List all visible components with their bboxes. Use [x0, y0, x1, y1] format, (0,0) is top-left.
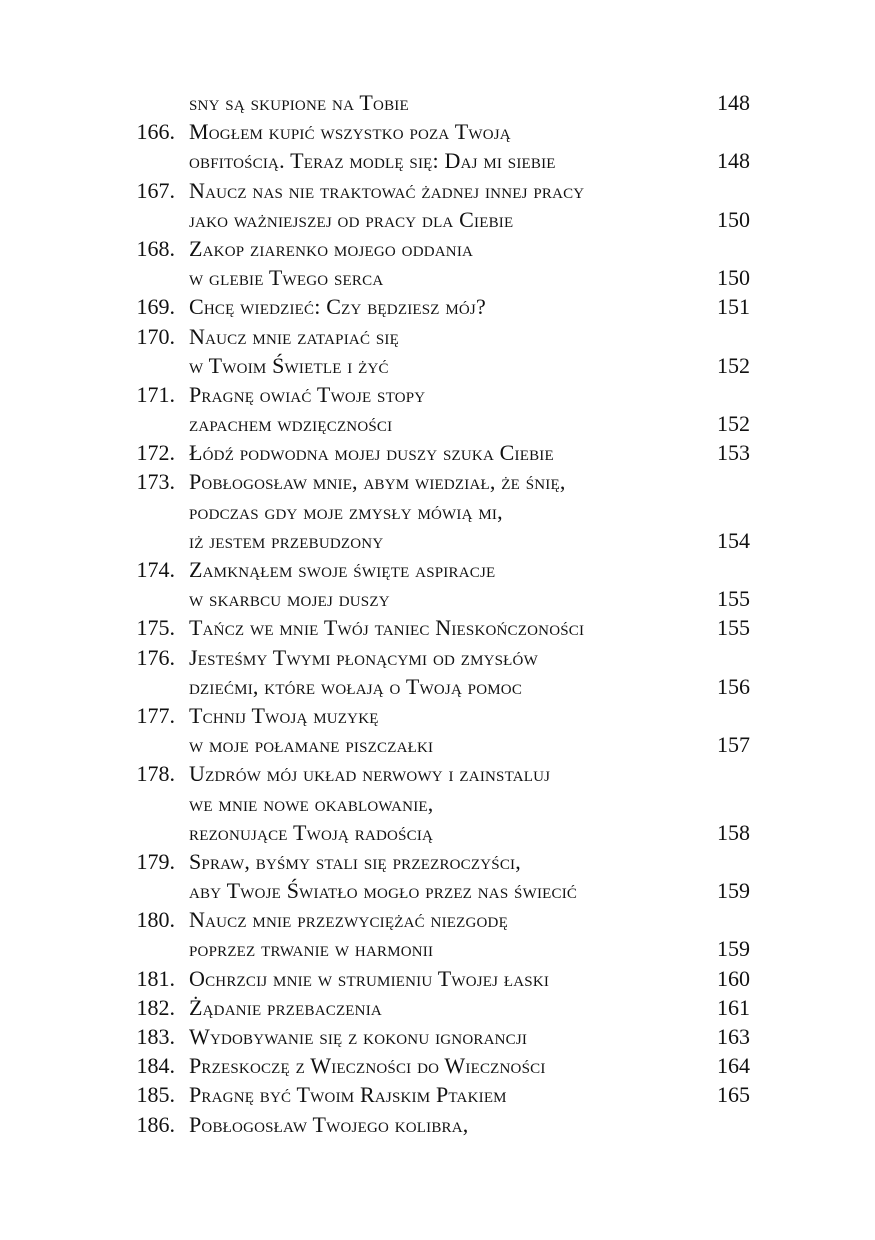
toc-line: [0, 467, 875, 496]
toc-line: [0, 789, 875, 818]
toc-page-number: 154: [717, 527, 750, 553]
toc-line: [0, 934, 875, 963]
toc-line: [0, 905, 875, 934]
toc-entry-number: 174.: [136, 557, 175, 582]
toc-entry-number: 179.: [136, 848, 175, 874]
toc-entry-title: Pragnę owiać Twoje stopy: [189, 381, 426, 407]
toc-entry-title: Wydobywanie się z kokonu ignorancji: [189, 1024, 528, 1049]
toc-line: [0, 759, 875, 788]
toc-line: [0, 497, 875, 526]
toc-entry-title: Ochrzcij mnie w strumieniu Twojej łaski: [189, 965, 550, 991]
toc-entry-title: Żądanie przebaczenia: [189, 994, 382, 1020]
toc-entry-title: Tchnij Twoją muzykę: [189, 702, 379, 728]
toc-entry-title: Pobłogosław mnie, abym wiedział, że śnię,: [189, 469, 566, 495]
toc-line: [0, 1110, 875, 1139]
toc-page-number: 148: [717, 90, 750, 115]
toc-entry-title: Przeskoczę z Wieczności do Wieczności: [189, 1053, 546, 1079]
toc-page-number: 163: [717, 1024, 750, 1049]
toc-line: [0, 993, 875, 1022]
toc-line: [0, 1080, 875, 1109]
toc-entry-number: 186.: [136, 1111, 175, 1137]
toc-entry-number: 175.: [136, 615, 175, 641]
toc-entry-title: aby Twoje Światło mogło przez nas świecić: [189, 878, 578, 904]
toc-entry-number: 173.: [136, 469, 175, 495]
toc-entry-title: sny są skupione na Tobie: [189, 90, 409, 115]
toc-line: [0, 292, 875, 321]
toc-entry-number: 178.: [136, 761, 175, 787]
toc-entry-number: 169.: [136, 294, 175, 320]
toc-line: [0, 1051, 875, 1080]
toc-entry-number: 176.: [136, 644, 175, 670]
toc-line: [0, 205, 875, 234]
table-of-contents: [0, 88, 875, 1139]
toc-entry-number: 167.: [136, 177, 175, 203]
toc-page-number: 165: [717, 1082, 750, 1108]
toc-entry-title: podczas gdy moje zmysły mówią mi,: [189, 498, 503, 524]
toc-line: [0, 584, 875, 613]
toc-line: [0, 555, 875, 584]
toc-page-number: 164: [717, 1053, 750, 1079]
toc-line: [0, 176, 875, 205]
toc-page-number: 152: [717, 352, 750, 378]
toc-entry-title: Naucz mnie przezwyciężać niezgodę: [189, 907, 508, 933]
toc-entry-title: Jesteśmy Twymi płonącymi od zmysłów: [189, 644, 538, 670]
toc-entry-title: Pragnę być Twoim Rajskim Ptakiem: [189, 1082, 507, 1108]
toc-entry-title: Spraw, byśmy stali się przezroczyści,: [189, 848, 521, 874]
toc-entry-title: rezonujące Twoją radością: [189, 819, 434, 845]
toc-line: [0, 876, 875, 905]
toc-entry-title: w Twoim Świetle i żyć: [189, 352, 389, 378]
toc-page-number: 160: [717, 965, 750, 991]
toc-entry-title: w skarbcu mojej duszy: [189, 586, 390, 612]
toc-entry-number: 180.: [136, 907, 175, 933]
toc-entry-title: Naucz nas nie traktować żadnej innej pracy: [189, 177, 585, 203]
toc-line: [0, 964, 875, 993]
toc-entry-number: 171.: [136, 381, 175, 407]
toc-line: [0, 117, 875, 146]
toc-entry-title: Łódź podwodna mojej duszy szuka Ciebie: [189, 440, 554, 466]
toc-entry-title: Pobłogosław Twojego kolibra,: [189, 1111, 469, 1137]
toc-entry-title: iż jestem przebudzony: [189, 527, 384, 553]
toc-line: [0, 322, 875, 351]
toc-line: [0, 701, 875, 730]
toc-line: [0, 351, 875, 380]
toc-entry-number: 170.: [136, 323, 175, 349]
toc-entry-title: Tańcz we mnie Twój taniec Nieskończoności: [189, 615, 585, 641]
toc-page-number: 148: [717, 148, 750, 174]
toc-entry-number: 168.: [136, 235, 175, 261]
toc-line: [0, 380, 875, 409]
toc-entry-number: 177.: [136, 702, 175, 728]
toc-line: [0, 88, 875, 117]
toc-page-number: 161: [717, 994, 750, 1020]
toc-entry-number: 166.: [136, 119, 175, 145]
toc-entry-title: zapachem wdzięczności: [189, 411, 393, 437]
toc-line: [0, 847, 875, 876]
toc-line: [0, 526, 875, 555]
toc-line: [0, 643, 875, 672]
toc-page-number: 153: [717, 440, 750, 466]
toc-page-number: 156: [717, 673, 750, 699]
toc-entry-number: 182.: [136, 994, 175, 1020]
toc-page-number: 157: [717, 732, 750, 758]
toc-entry-number: 181.: [136, 965, 175, 991]
toc-entry-title: dziećmi, które wołają o Twoją pomoc: [189, 673, 523, 699]
toc-entry-number: 172.: [136, 440, 175, 466]
toc-entry-title: w glebie Twego serca: [189, 265, 384, 291]
toc-entry-title: Zamknąłem swoje święte aspiracje: [189, 557, 496, 582]
toc-entry-title: Uzdrów mój układ nerwowy i zainstaluj: [189, 761, 551, 787]
toc-line: [0, 234, 875, 263]
toc-entry-title: we mnie nowe okablowanie,: [189, 790, 434, 816]
toc-entry-title: jako ważniejszej od pracy dla Ciebie: [189, 206, 514, 232]
toc-entry-number: 185.: [136, 1082, 175, 1108]
toc-entry-title: obfitością. Teraz modlę się: Daj mi siebie: [189, 148, 556, 174]
toc-page-number: 150: [717, 206, 750, 232]
toc-page-number: 155: [717, 615, 750, 641]
toc-line: [0, 409, 875, 438]
toc-line: [0, 438, 875, 467]
toc-page-number: 159: [717, 878, 750, 904]
toc-line: [0, 1022, 875, 1051]
toc-entry-title: poprzez trwanie w harmonii: [189, 936, 434, 962]
toc-page-number: 159: [717, 936, 750, 962]
toc-line: [0, 613, 875, 642]
toc-page-number: 150: [717, 265, 750, 291]
toc-line: [0, 818, 875, 847]
toc-entry-title: Zakop ziarenko mojego oddania: [189, 235, 474, 261]
toc-entry-number: 183.: [136, 1024, 175, 1049]
toc-entry-number: 184.: [136, 1053, 175, 1079]
toc-line: [0, 263, 875, 292]
toc-entry-title: Naucz mnie zatapiać się: [189, 323, 399, 349]
toc-line: [0, 730, 875, 759]
toc-line: [0, 672, 875, 701]
toc-line: [0, 146, 875, 175]
toc-page-number: 152: [717, 411, 750, 437]
toc-page-number: 151: [717, 294, 750, 320]
toc-page-number: 158: [717, 819, 750, 845]
toc-page-number: 155: [717, 586, 750, 612]
toc-entry-title: Mogłem kupić wszystko poza Twoją: [189, 119, 511, 145]
toc-entry-title: Chcę wiedzieć: Czy będziesz mój?: [189, 294, 486, 320]
toc-entry-title: w moje połamane piszczałki: [189, 732, 434, 758]
